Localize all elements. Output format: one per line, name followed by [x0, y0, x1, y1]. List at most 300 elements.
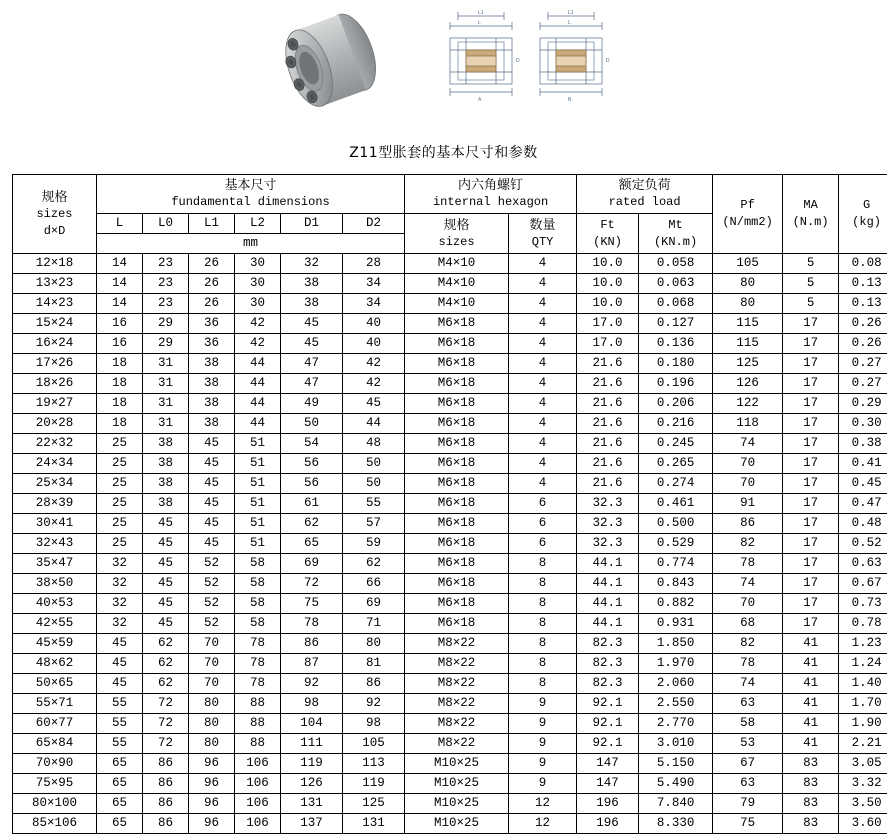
cell-D1: 50	[281, 414, 343, 434]
table-row	[13, 354, 887, 374]
cell-ma: 41	[783, 734, 839, 754]
cell-qty: 4	[509, 414, 577, 434]
cell-L0: 45	[143, 514, 189, 534]
cell-size: 19×27	[13, 394, 97, 414]
cell-screw-size: M6×18	[405, 414, 509, 434]
cell-L: 55	[97, 714, 143, 734]
cell-g: 3.32	[839, 774, 887, 794]
cell-D1: 45	[281, 314, 343, 334]
cell-screw-size: M6×18	[405, 554, 509, 574]
cell-size: 32×43	[13, 534, 97, 554]
cell-pf: 80	[713, 274, 783, 294]
cell-screw-size: M4×10	[405, 254, 509, 274]
column-header-ma	[783, 175, 839, 254]
table-row	[13, 514, 887, 534]
cell-L: 65	[97, 754, 143, 774]
cell-size: 22×32	[13, 434, 97, 454]
cell-size: 30×41	[13, 514, 97, 534]
cell-L1: 45	[189, 454, 235, 474]
cell-L: 16	[97, 334, 143, 354]
table-row	[13, 634, 887, 654]
cell-qty: 8	[509, 634, 577, 654]
cell-ft: 92.1	[577, 714, 639, 734]
cell-L2: 30	[235, 254, 281, 274]
cell-L0: 72	[143, 734, 189, 754]
cell-qty: 8	[509, 594, 577, 614]
cell-D2: 44	[343, 414, 405, 434]
cell-size: 24×34	[13, 454, 97, 474]
cell-pf: 91	[713, 494, 783, 514]
cell-size: 13×23	[13, 274, 97, 294]
cell-ft: 17.0	[577, 334, 639, 354]
cell-D1: 119	[281, 754, 343, 774]
table-header-row-groups	[13, 175, 887, 214]
cell-L: 65	[97, 814, 143, 834]
group-header-fundamental-dimensions	[97, 175, 405, 214]
cell-L0: 45	[143, 534, 189, 554]
table-row	[13, 534, 887, 554]
cell-ft: 32.3	[577, 534, 639, 554]
cell-screw-size: M10×25	[405, 774, 509, 794]
cell-D2: 119	[343, 774, 405, 794]
cell-L1: 45	[189, 434, 235, 454]
cell-ma: 41	[783, 634, 839, 654]
cell-screw-size: M6×18	[405, 494, 509, 514]
cell-ma: 5	[783, 294, 839, 314]
cell-ma: 17	[783, 334, 839, 354]
cell-qty: 4	[509, 274, 577, 294]
cell-qty: 4	[509, 374, 577, 394]
cell-L: 18	[97, 374, 143, 394]
cell-L: 25	[97, 434, 143, 454]
cell-g: 2.21	[839, 734, 887, 754]
cell-D2: 40	[343, 314, 405, 334]
cell-ma: 17	[783, 314, 839, 334]
cell-D2: 125	[343, 794, 405, 814]
cell-g: 0.30	[839, 414, 887, 434]
cell-qty: 8	[509, 574, 577, 594]
cell-g: 0.73	[839, 594, 887, 614]
table-row	[13, 414, 887, 434]
cell-ma: 41	[783, 654, 839, 674]
cell-qty: 9	[509, 694, 577, 714]
column-header-qty-en: QTY	[531, 234, 554, 249]
cell-L: 45	[97, 634, 143, 654]
column-header-D2: D2	[343, 214, 405, 234]
cell-size: 12×18	[13, 254, 97, 274]
cell-L: 55	[97, 734, 143, 754]
column-header-ft-label: Ft	[600, 217, 615, 232]
cell-D1: 69	[281, 554, 343, 574]
cell-L: 32	[97, 574, 143, 594]
cell-D2: 50	[343, 474, 405, 494]
cell-screw-size: M8×22	[405, 714, 509, 734]
cell-ft: 92.1	[577, 734, 639, 754]
cell-L1: 26	[189, 274, 235, 294]
cell-ma: 17	[783, 574, 839, 594]
cell-screw-size: M6×18	[405, 394, 509, 414]
table-row	[13, 574, 887, 594]
table-row	[13, 794, 887, 814]
cell-L2: 30	[235, 274, 281, 294]
cell-L2: 106	[235, 794, 281, 814]
cell-pf: 58	[713, 714, 783, 734]
cell-D1: 137	[281, 814, 343, 834]
cell-D1: 92	[281, 674, 343, 694]
cell-g: 0.78	[839, 614, 887, 634]
cell-L0: 31	[143, 394, 189, 414]
cell-pf: 70	[713, 474, 783, 494]
cell-L1: 45	[189, 534, 235, 554]
cell-g: 0.52	[839, 534, 887, 554]
cell-mt: 0.058	[639, 254, 713, 274]
cell-L0: 29	[143, 334, 189, 354]
cell-mt: 0.500	[639, 514, 713, 534]
table-row	[13, 774, 887, 794]
cell-L1: 45	[189, 474, 235, 494]
cell-g: 0.41	[839, 454, 887, 474]
cell-L: 25	[97, 454, 143, 474]
cell-L1: 26	[189, 294, 235, 314]
cell-size: 50×65	[13, 674, 97, 694]
cell-L2: 58	[235, 614, 281, 634]
cell-size: 16×24	[13, 334, 97, 354]
cell-ft: 10.0	[577, 274, 639, 294]
cell-L0: 38	[143, 474, 189, 494]
cell-D2: 34	[343, 294, 405, 314]
table-row	[13, 274, 887, 294]
cell-g: 1.90	[839, 714, 887, 734]
cell-D2: 50	[343, 454, 405, 474]
cell-qty: 12	[509, 794, 577, 814]
group-header-fundamental-en: fundamental dimensions	[171, 195, 330, 209]
cell-ma: 41	[783, 694, 839, 714]
cell-ft: 44.1	[577, 554, 639, 574]
cell-D2: 80	[343, 634, 405, 654]
cell-ft: 196	[577, 814, 639, 834]
cell-ma: 17	[783, 474, 839, 494]
cell-ma: 17	[783, 374, 839, 394]
cell-D1: 38	[281, 294, 343, 314]
cell-L1: 80	[189, 714, 235, 734]
cell-L: 65	[97, 774, 143, 794]
cell-L2: 51	[235, 494, 281, 514]
cell-L1: 52	[189, 614, 235, 634]
cell-L2: 30	[235, 294, 281, 314]
cell-D2: 66	[343, 574, 405, 594]
cell-mt: 0.461	[639, 494, 713, 514]
column-header-size-en: sizes	[36, 206, 73, 221]
cell-ma: 17	[783, 354, 839, 374]
cell-L: 14	[97, 294, 143, 314]
cell-qty: 4	[509, 314, 577, 334]
cell-mt: 1.850	[639, 634, 713, 654]
cell-D2: 105	[343, 734, 405, 754]
cell-size: 18×26	[13, 374, 97, 394]
column-header-pf	[713, 175, 783, 254]
table-row	[13, 694, 887, 714]
cell-g: 3.50	[839, 794, 887, 814]
cell-mt: 0.931	[639, 614, 713, 634]
cell-ma: 17	[783, 494, 839, 514]
cell-L2: 42	[235, 314, 281, 334]
cell-pf: 122	[713, 394, 783, 414]
cell-L: 32	[97, 554, 143, 574]
cell-qty: 8	[509, 554, 577, 574]
cell-L2: 58	[235, 574, 281, 594]
cell-L2: 42	[235, 334, 281, 354]
cell-pf: 115	[713, 334, 783, 354]
cell-L0: 62	[143, 634, 189, 654]
cell-pf: 70	[713, 594, 783, 614]
cell-pf: 63	[713, 694, 783, 714]
cell-ft: 17.0	[577, 314, 639, 334]
cell-pf: 82	[713, 534, 783, 554]
cell-screw-size: M8×22	[405, 654, 509, 674]
cell-mt: 7.840	[639, 794, 713, 814]
cell-ft: 44.1	[577, 594, 639, 614]
cell-g: 3.05	[839, 754, 887, 774]
cell-L0: 62	[143, 674, 189, 694]
cell-ft: 21.6	[577, 414, 639, 434]
cell-screw-size: M6×18	[405, 534, 509, 554]
group-header-load-en: rated load	[608, 195, 681, 209]
cell-g: 0.13	[839, 294, 887, 314]
cell-screw-size: M6×18	[405, 334, 509, 354]
cell-L1: 38	[189, 374, 235, 394]
table-row	[13, 374, 887, 394]
cell-D1: 75	[281, 594, 343, 614]
cell-D2: 113	[343, 754, 405, 774]
cell-g: 0.08	[839, 254, 887, 274]
cell-L: 25	[97, 474, 143, 494]
column-header-pf-unit: (N/mm2)	[722, 215, 773, 229]
cell-D2: 131	[343, 814, 405, 834]
cell-L2: 78	[235, 674, 281, 694]
cell-screw-size: M4×10	[405, 294, 509, 314]
cell-ma: 83	[783, 754, 839, 774]
cell-qty: 9	[509, 754, 577, 774]
cell-size: 14×23	[13, 294, 97, 314]
cell-D2: 86	[343, 674, 405, 694]
group-header-hexagon-cn: 内六角螺钉	[458, 178, 524, 193]
cell-D1: 65	[281, 534, 343, 554]
cell-L0: 23	[143, 254, 189, 274]
cell-L2: 106	[235, 774, 281, 794]
column-header-ft	[577, 214, 639, 254]
cell-L2: 88	[235, 714, 281, 734]
cell-D1: 45	[281, 334, 343, 354]
svg-text:A: A	[478, 97, 482, 103]
unit-mm: mm	[97, 234, 405, 254]
cell-pf: 53	[713, 734, 783, 754]
cell-D2: 55	[343, 494, 405, 514]
cell-pf: 63	[713, 774, 783, 794]
cell-size: 15×24	[13, 314, 97, 334]
cell-D2: 69	[343, 594, 405, 614]
cell-D2: 42	[343, 354, 405, 374]
cell-pf: 115	[713, 314, 783, 334]
cell-D1: 49	[281, 394, 343, 414]
cell-ft: 21.6	[577, 474, 639, 494]
cell-D2: 48	[343, 434, 405, 454]
cell-ft: 44.1	[577, 574, 639, 594]
cell-g: 0.38	[839, 434, 887, 454]
cell-L2: 106	[235, 814, 281, 834]
cell-L: 32	[97, 594, 143, 614]
cell-qty: 8	[509, 614, 577, 634]
cell-g: 0.27	[839, 354, 887, 374]
column-header-L2: L2	[235, 214, 281, 234]
svg-text:B: B	[568, 97, 572, 103]
column-header-g-label: G	[862, 198, 871, 212]
svg-text:L1: L1	[478, 10, 484, 16]
table-row	[13, 454, 887, 474]
cell-L1: 52	[189, 574, 235, 594]
cell-g: 0.47	[839, 494, 887, 514]
cell-D2: 92	[343, 694, 405, 714]
cell-size: 55×71	[13, 694, 97, 714]
column-header-ma-label: MA	[803, 198, 818, 212]
cell-pf: 70	[713, 454, 783, 474]
cell-L1: 38	[189, 394, 235, 414]
cell-ma: 41	[783, 674, 839, 694]
cell-mt: 0.180	[639, 354, 713, 374]
cell-L0: 38	[143, 494, 189, 514]
table-row	[13, 314, 887, 334]
cell-pf: 86	[713, 514, 783, 534]
column-header-size-symbol: d×D	[43, 223, 66, 238]
cell-g: 0.67	[839, 574, 887, 594]
cell-L1: 38	[189, 414, 235, 434]
cell-mt: 3.010	[639, 734, 713, 754]
cell-L0: 72	[143, 714, 189, 734]
cell-g: 1.40	[839, 674, 887, 694]
cell-L1: 52	[189, 594, 235, 614]
cell-screw-size: M6×18	[405, 314, 509, 334]
cell-L: 25	[97, 494, 143, 514]
cell-pf: 125	[713, 354, 783, 374]
cell-ma: 5	[783, 274, 839, 294]
cell-D1: 38	[281, 274, 343, 294]
cell-mt: 5.150	[639, 754, 713, 774]
cell-L1: 36	[189, 314, 235, 334]
cell-L2: 51	[235, 434, 281, 454]
cell-g: 0.13	[839, 274, 887, 294]
cell-L1: 80	[189, 734, 235, 754]
cell-D1: 131	[281, 794, 343, 814]
cell-L0: 23	[143, 294, 189, 314]
cell-D1: 47	[281, 354, 343, 374]
cell-mt: 0.127	[639, 314, 713, 334]
cell-pf: 78	[713, 554, 783, 574]
cell-ft: 44.1	[577, 614, 639, 634]
cell-size: 40×53	[13, 594, 97, 614]
cell-ft: 10.0	[577, 254, 639, 274]
cell-L0: 45	[143, 554, 189, 574]
cell-qty: 9	[509, 734, 577, 754]
cell-g: 0.45	[839, 474, 887, 494]
cell-D2: 42	[343, 374, 405, 394]
cell-D2: 57	[343, 514, 405, 534]
cell-size: 80×100	[13, 794, 97, 814]
cell-mt: 5.490	[639, 774, 713, 794]
cell-mt: 2.770	[639, 714, 713, 734]
cell-D1: 61	[281, 494, 343, 514]
page-title: Z11型胀套的基本尺寸和参数	[349, 145, 538, 161]
cell-pf: 80	[713, 294, 783, 314]
column-header-mt-unit: (KN.m)	[653, 234, 698, 249]
cell-L0: 45	[143, 574, 189, 594]
column-header-screw-size-cn: 规格	[443, 217, 470, 233]
svg-text:D: D	[606, 58, 610, 64]
cell-ft: 196	[577, 794, 639, 814]
cell-g: 0.63	[839, 554, 887, 574]
cell-L: 55	[97, 694, 143, 714]
cell-qty: 4	[509, 294, 577, 314]
cell-pf: 79	[713, 794, 783, 814]
cell-size: 70×90	[13, 754, 97, 774]
cell-mt: 2.550	[639, 694, 713, 714]
cell-L0: 86	[143, 814, 189, 834]
cell-screw-size: M8×22	[405, 734, 509, 754]
cell-qty: 4	[509, 334, 577, 354]
cell-ft: 21.6	[577, 354, 639, 374]
cell-ma: 17	[783, 614, 839, 634]
cell-screw-size: M8×22	[405, 694, 509, 714]
locking-assembly-photo	[246, 6, 406, 118]
cell-mt: 0.774	[639, 554, 713, 574]
cell-pf: 118	[713, 414, 783, 434]
cell-ma: 17	[783, 414, 839, 434]
cell-qty: 6	[509, 494, 577, 514]
table-row	[13, 754, 887, 774]
group-header-hexagon-en: internal hexagon	[432, 195, 549, 209]
cell-L0: 23	[143, 274, 189, 294]
cell-L: 25	[97, 534, 143, 554]
cell-L: 18	[97, 354, 143, 374]
cell-mt: 0.265	[639, 454, 713, 474]
cell-D1: 126	[281, 774, 343, 794]
cell-L0: 31	[143, 374, 189, 394]
cell-size: 17×26	[13, 354, 97, 374]
cell-L2: 44	[235, 354, 281, 374]
cell-qty: 6	[509, 534, 577, 554]
cell-ma: 17	[783, 594, 839, 614]
cell-L: 45	[97, 674, 143, 694]
table-row	[13, 294, 887, 314]
cell-mt: 1.970	[639, 654, 713, 674]
cell-qty: 8	[509, 674, 577, 694]
cell-D2: 34	[343, 274, 405, 294]
cell-L1: 36	[189, 334, 235, 354]
cell-D2: 59	[343, 534, 405, 554]
cell-screw-size: M10×25	[405, 754, 509, 774]
cell-mt: 0.068	[639, 294, 713, 314]
cell-L: 32	[97, 614, 143, 634]
cell-screw-size: M6×18	[405, 574, 509, 594]
cell-L1: 70	[189, 674, 235, 694]
table-row	[13, 814, 887, 834]
cell-g: 0.26	[839, 314, 887, 334]
table-row	[13, 394, 887, 414]
column-header-D1: D1	[281, 214, 343, 234]
svg-text:L1: L1	[568, 10, 574, 16]
cell-ft: 21.6	[577, 394, 639, 414]
cell-ma: 17	[783, 534, 839, 554]
cell-D1: 86	[281, 634, 343, 654]
cell-pf: 74	[713, 434, 783, 454]
